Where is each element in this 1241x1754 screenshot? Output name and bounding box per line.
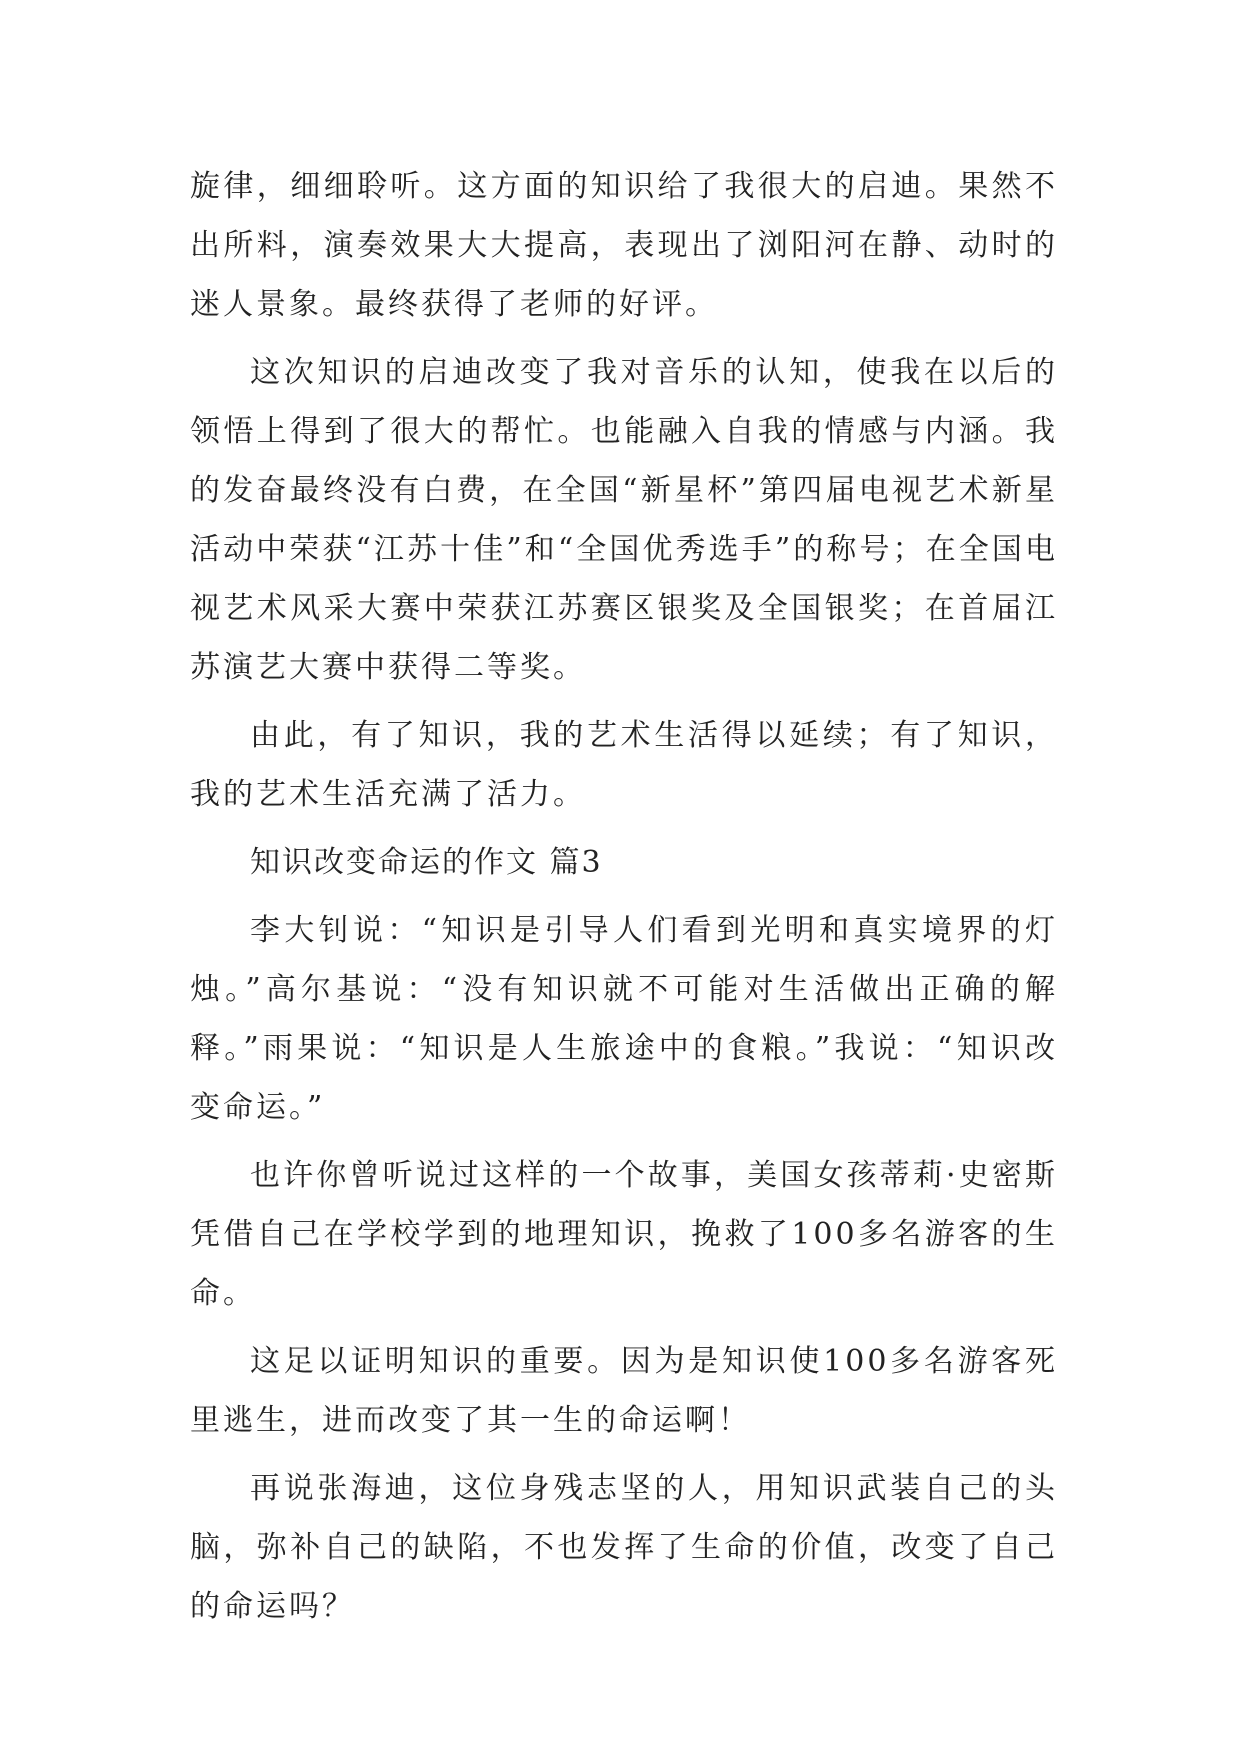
paragraph-zhang-haidi: 再说张海迪，这位身残志坚的人，用知识武装自己的头脑，弥补自己的缺陷，不也发挥了生命的价值，改变了自己的命运吗？ xyxy=(190,1471,1058,1624)
paragraph-continuation: 旋律，细细聆听。这方面的知识给了我很大的启迪。果然不出所料，演奏效果大大提高，表现出了浏阳河在静、动时的迷人景象。最终获得了老师的好评。 xyxy=(190,169,1058,322)
document-body xyxy=(190,157,1058,1645)
paragraph-quotes: 李大钊说：“知识是引导人们看到光明和真实境界的灯烛。”高尔基说：“没有知识就不可能对生活做出正确的解释。”雨果说：“知识是人生旅途中的食粮。”我说：“知识改变命运。” xyxy=(190,913,1058,1125)
paragraph-conclusion: 由此，有了知识，我的艺术生活得以延续；有了知识，我的艺术生活充满了活力。 xyxy=(190,718,1058,812)
paragraph-story: 也许你曾听说过这样的一个故事，美国女孩蒂莉·史密斯凭借自己在学校学到的地理知识，挽救了100多名游客的生命。 xyxy=(190,1158,1058,1311)
paragraph-music-awards: 这次知识的启迪改变了我对音乐的认知，使我在以后的领悟上得到了很大的帮忙。也能融入自我的情感与内涵。我的发奋最终没有白费，在全国“新星杯”第四届电视艺术新星活动中荣获“江苏十佳”和“全国优秀选手”的称号；在全国电视艺术风采大赛中荣获江苏赛区银奖及全国银奖；在首届江苏演艺大赛中获得二等奖。 xyxy=(190,355,1058,685)
paragraph-importance: 这足以证明知识的重要。因为是知识使100多名游客死里逃生，进而改变了其一生的命运啊！ xyxy=(190,1344,1058,1438)
essay-heading: 知识改变命运的作文 篇3 xyxy=(250,845,603,880)
